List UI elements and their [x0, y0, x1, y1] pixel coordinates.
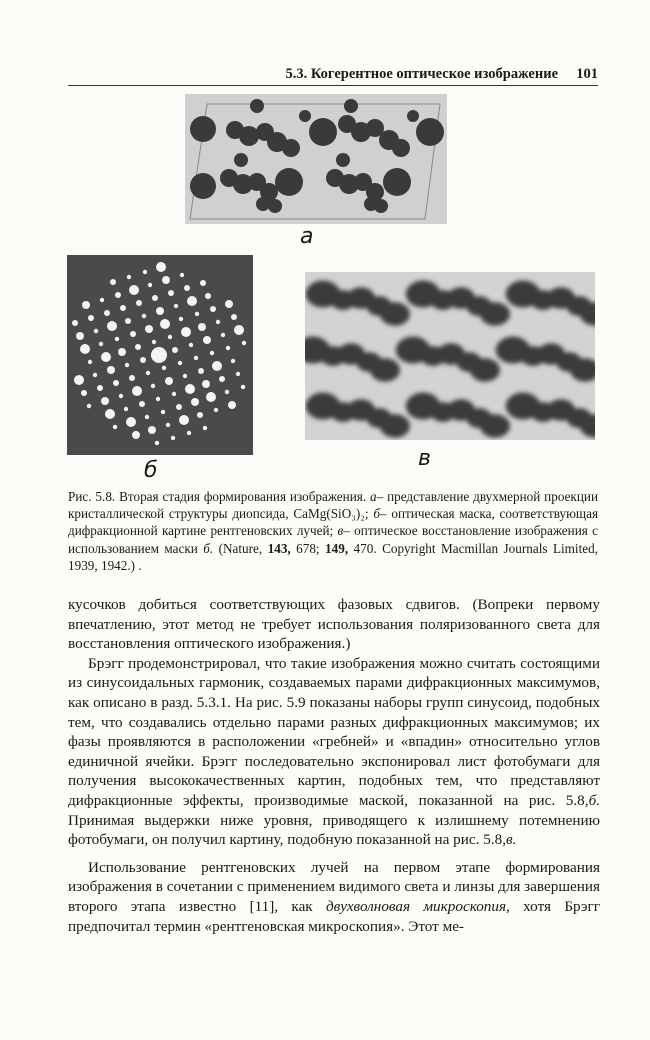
mask-aperture: [219, 376, 225, 382]
caption-volume-1: 143,: [267, 540, 291, 556]
caption-v-mark: в: [337, 523, 344, 539]
page-number: 101: [576, 66, 598, 82]
paragraph-3-term: двухволновая микроскопия,: [326, 897, 510, 915]
caption-source-start: (Nature,: [218, 540, 263, 556]
mask-aperture: [198, 323, 206, 331]
reconstruction-blob: [480, 414, 510, 437]
figure-caption: [68, 488, 598, 574]
reconstruction-blob: [380, 414, 410, 437]
mask-aperture: [118, 348, 126, 356]
mask-aperture: [194, 356, 198, 360]
mask-aperture: [166, 423, 170, 427]
paragraph-3-part-c: хотя Брэгг предпочитал термин «рентгеновская микроскопия». Этот ме-: [68, 897, 600, 935]
mask-aperture: [94, 329, 98, 333]
paragraph-3: [68, 858, 600, 936]
mask-aperture: [120, 305, 126, 311]
mask-aperture: [214, 408, 218, 412]
body-text: [68, 595, 600, 936]
mask-aperture: [115, 292, 121, 298]
mask-aperture: [146, 371, 150, 375]
mask-aperture: [226, 346, 230, 350]
reconstruction-blob: [370, 358, 400, 381]
figure-v-reconstruction: [305, 272, 595, 440]
figure-a-crystal-projection: [185, 94, 447, 224]
mask-aperture: [81, 390, 87, 396]
mask-aperture: [228, 401, 236, 409]
mask-aperture: [155, 441, 159, 445]
caption-a-text: – представление двухмерной проекции кристаллической структуры диопсида,: [68, 489, 599, 522]
mask-aperture: [242, 341, 246, 345]
mask-aperture: [135, 344, 141, 350]
mask-aperture: [202, 380, 210, 388]
mask-aperture: [139, 401, 145, 407]
mask-aperture: [172, 347, 178, 353]
figure-v-label: в: [418, 446, 431, 471]
caption-pages-1: 678;: [296, 540, 320, 556]
mask-aperture: [156, 307, 164, 315]
mask-aperture: [99, 342, 103, 346]
figure-b-label: б: [144, 458, 158, 483]
mask-aperture: [241, 385, 245, 389]
caption-b-mark: б: [373, 506, 380, 522]
figure-b-optical-mask: [67, 255, 253, 455]
paragraph-2-part-c: Принимая выдержки ниже уровня, приводящего к излишнему потемнению фотобумаги, он получил картину, подобную показанной на рис. 5.8,: [68, 811, 600, 849]
header-rule: [68, 85, 598, 86]
mask-aperture: [205, 293, 211, 299]
mask-aperture: [189, 343, 193, 347]
figure-a-label: а: [300, 224, 314, 249]
mask-aperture: [151, 347, 167, 363]
mask-aperture: [110, 279, 116, 285]
mask-aperture: [143, 270, 147, 274]
mask-aperture: [145, 415, 149, 419]
mask-aperture: [101, 352, 111, 362]
mask-aperture: [165, 377, 173, 385]
mask-aperture: [181, 327, 191, 337]
mask-aperture: [124, 407, 128, 411]
mask-aperture: [76, 332, 84, 340]
mask-aperture: [156, 262, 166, 272]
mask-aperture: [126, 417, 136, 427]
mask-aperture: [210, 351, 214, 355]
mask-aperture: [97, 385, 103, 391]
mask-aperture: [203, 336, 211, 344]
mask-aperture: [161, 410, 165, 414]
running-header: [0, 66, 650, 86]
mask-aperture: [152, 295, 158, 301]
mask-aperture: [203, 426, 207, 430]
mask-aperture: [107, 321, 117, 331]
mask-aperture: [216, 320, 220, 324]
mask-aperture: [160, 319, 170, 329]
mask-aperture: [101, 397, 109, 405]
mask-aperture: [80, 344, 90, 354]
mask-aperture: [180, 273, 184, 277]
mask-aperture: [162, 366, 166, 370]
mask-aperture: [156, 397, 160, 401]
mask-aperture: [125, 318, 131, 324]
reconstruction-blob: [480, 302, 510, 325]
mask-aperture: [142, 314, 146, 318]
paragraph-1: кусочков добиться соответствующих фазовых сдвигов. (Вопреки первому впечатлению, этот метод не требует использования поляризованного света для восстановления оптического изображения.): [68, 596, 600, 653]
mask-aperture: [130, 331, 136, 337]
mask-aperture: [212, 361, 222, 371]
mask-aperture: [129, 375, 135, 381]
mask-aperture: [148, 283, 152, 287]
caption-volume-2: 149,: [325, 540, 349, 556]
mask-aperture: [151, 384, 155, 388]
reconstruction-blob: [380, 302, 410, 325]
mask-aperture: [187, 431, 191, 435]
paragraph-2-ref-b: б.: [588, 791, 600, 809]
caption-formula: CaMg(SiO₃)₂;: [293, 506, 369, 522]
mask-aperture: [231, 359, 235, 363]
mask-aperture: [113, 380, 119, 386]
mask-aperture: [74, 375, 84, 385]
mask-aperture: [127, 275, 131, 279]
mask-aperture: [179, 317, 183, 321]
mask-aperture: [191, 398, 199, 406]
mask-aperture: [88, 360, 92, 364]
mask-aperture: [176, 404, 182, 410]
mask-aperture: [82, 301, 90, 309]
caption-v-ref: б.: [203, 540, 214, 556]
mask-aperture: [145, 325, 153, 333]
mask-aperture: [236, 372, 240, 376]
caption-b-text: – оптическая маска, соответствующая дифракционной картине рентгеновских лучей;: [68, 506, 599, 539]
paragraph-2: [68, 654, 600, 850]
mask-aperture: [104, 310, 110, 316]
mask-aperture: [72, 320, 78, 326]
caption-fig-label: Рис. 5.8.: [68, 489, 116, 504]
mask-aperture: [136, 300, 142, 306]
mask-aperture: [87, 404, 91, 408]
caption-a-mark: а: [370, 489, 377, 504]
mask-aperture: [115, 337, 119, 341]
reconstruction-blob: [470, 358, 500, 381]
mask-aperture: [197, 412, 203, 418]
section-title: 5.3. Когерентное оптическое изображение: [285, 66, 558, 82]
mask-aperture: [168, 290, 174, 296]
mask-aperture: [152, 340, 156, 344]
mask-aperture: [221, 333, 225, 337]
mask-aperture: [119, 394, 123, 398]
mask-aperture: [132, 431, 140, 439]
paragraph-2-part-a: Брэгг продемонстрировал, что такие изображения можно считать состоящими из синусоидальных гармоник, создаваемых парами дифракционных максимумов, как описано в разд. 5.3.1. На рис. 5.9 показаны наборы групп синусоид, подобных тем, что создавались отдельно парами разных дифракционных максимумов; их фазы проявляются в расположении «гребней» и «впадин» относительно углов единичной ячейки. Брэгг последовательно экспонировал лист фотобумаги для получения высококачественных картин, подобных тем, что представляют дифракционные эффекты, производимые маской, показанной на рис. 5.8,: [68, 654, 600, 809]
caption-v-text: – оптическое восстановление изображения с использованием маски: [68, 523, 598, 556]
mask-aperture: [148, 426, 156, 434]
mask-aperture: [174, 304, 178, 308]
paragraph-2-ref-v: в.: [506, 831, 517, 849]
mask-aperture: [88, 315, 94, 321]
mask-aperture: [210, 306, 216, 312]
caption-pages-2: 470. Copyright Macmillan Journals Limited, 1939, 1942.) .: [68, 540, 598, 573]
mask-aperture: [183, 374, 187, 378]
mask-aperture: [234, 325, 244, 335]
mask-aperture: [172, 392, 176, 396]
mask-aperture: [231, 314, 237, 320]
mask-aperture: [187, 296, 197, 306]
mask-aperture: [132, 386, 142, 396]
paragraph-3-part-a: Использование рентгеновских лучей на первом этапе формирования изображения в сочетании с применением видимого света и линзы для завершения второго этапа известно [11], как: [68, 858, 601, 915]
caption-title: Вторая стадия формирования изображения.: [119, 489, 367, 504]
mask-aperture: [162, 276, 170, 284]
mask-aperture: [105, 409, 115, 419]
mask-aperture: [107, 366, 115, 374]
mask-aperture: [179, 415, 189, 425]
mask-aperture: [93, 373, 97, 377]
mask-aperture: [168, 335, 172, 339]
mask-aperture: [200, 280, 206, 286]
mask-aperture: [206, 392, 216, 402]
mask-aperture: [198, 368, 204, 374]
mask-aperture: [140, 357, 146, 363]
mask-aperture: [195, 312, 199, 316]
mask-aperture: [125, 363, 129, 367]
mask-aperture: [225, 390, 229, 394]
mask-aperture: [129, 285, 139, 295]
mask-aperture: [100, 298, 104, 302]
mask-aperture: [185, 384, 195, 394]
mask-aperture: [184, 285, 190, 291]
mask-aperture: [225, 300, 233, 308]
mask-aperture: [113, 425, 117, 429]
mask-aperture: [178, 361, 182, 365]
mask-aperture: [171, 436, 175, 440]
